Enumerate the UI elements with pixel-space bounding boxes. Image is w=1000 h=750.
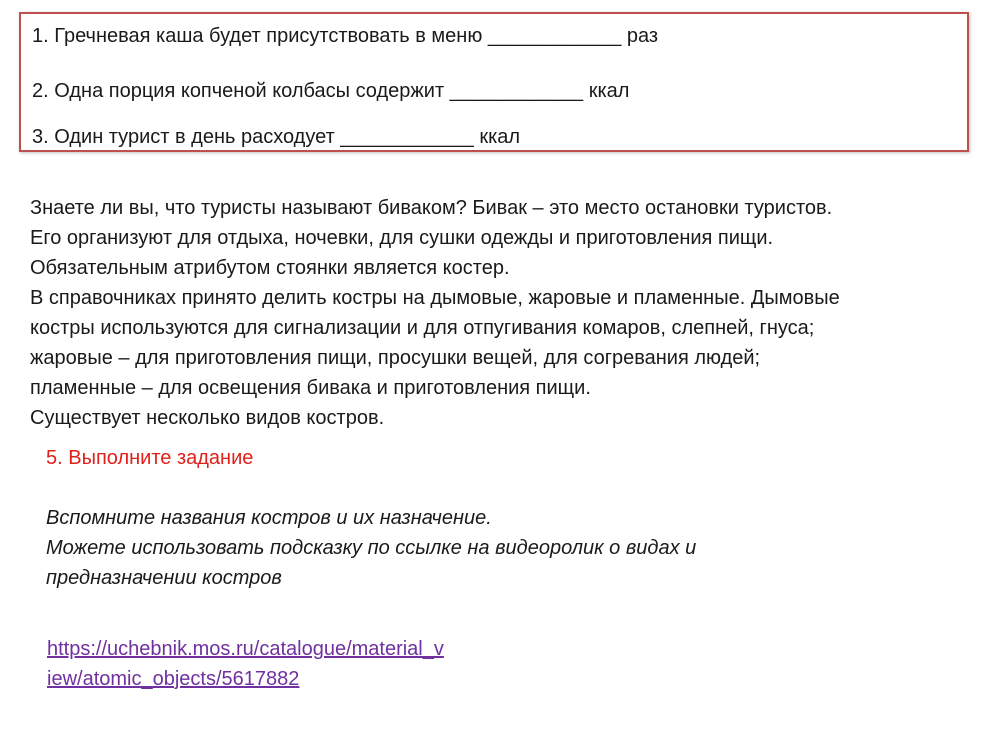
instruction-line: предназначении костров — [46, 567, 282, 589]
info-line: В справочниках принято делить костры на дымовые, жаровые и пламенные. Дымовые — [30, 287, 840, 309]
question-1: 1. Гречневая каша будет присутствовать в меню ____________ раз — [32, 25, 659, 47]
instruction-line: Можете использовать подсказку по ссылке на видеоролик о видах и — [46, 537, 697, 559]
task-heading: 5. Выполните задание — [46, 447, 254, 469]
questions-box — [19, 12, 969, 152]
instruction-line: Вспомните названия костров и их назначение. — [46, 507, 492, 529]
video-link[interactable] — [47, 634, 444, 694]
video-link-line-1[interactable]: https://uchebnik.mos.ru/catalogue/material_v — [47, 638, 444, 660]
info-line: Обязательным атрибутом стоянки является костер. — [30, 257, 510, 279]
info-line: костры используются для сигнализации и для отпугивания комаров, слепней, гнуса; — [30, 317, 815, 339]
info-line: Знаете ли вы, что туристы называют биваком? Бивак – это место остановки туристов. — [30, 197, 833, 219]
question-2: 2. Одна порция копченой колбасы содержит ____________ ккал — [32, 80, 630, 102]
video-link-line-2[interactable]: iew/atomic_objects/5617882 — [47, 668, 300, 690]
info-line: пламенные – для освещения бивака и приготовления пищи. — [30, 377, 591, 399]
info-paragraph — [30, 193, 980, 433]
question-3: 3. Один турист в день расходует ____________ ккал — [32, 126, 521, 148]
info-line: Его организуют для отдыха, ночевки, для сушки одежды и приготовления пищи. — [30, 227, 774, 249]
info-line: Существует несколько видов костров. — [30, 407, 385, 429]
info-line: жаровые – для приготовления пищи, просушки вещей, для согревания людей; — [30, 347, 761, 369]
task-instructions — [46, 503, 696, 593]
